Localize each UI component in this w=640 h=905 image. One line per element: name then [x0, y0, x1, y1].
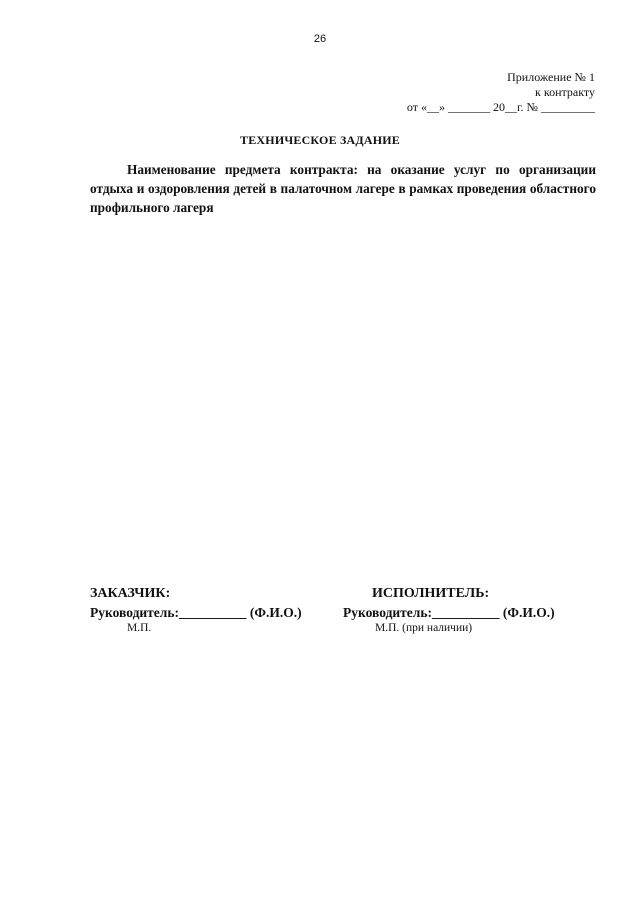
- contractor-title: ИСПОЛНИТЕЛЬ:: [372, 586, 490, 601]
- appendix-line-date: от «__» _______ 20__г. № _________: [406, 100, 595, 114]
- contract-subject: Наименование предмета контракта: на оказание услуг по организации отдыха и оздоровления детей в палаточном лагере в рамках проведения областного профильного лагеря: [90, 162, 596, 215]
- contractor-sign-line: Руководитель:__________ (Ф.И.О.): [343, 605, 555, 620]
- appendix-line-number: Приложение № 1: [507, 70, 595, 84]
- contractor-signature: [343, 586, 555, 635]
- customer-stamp: М.П.: [127, 622, 152, 634]
- signature-block: [90, 586, 600, 646]
- page-number: 26: [313, 33, 327, 45]
- appendix-line-contract: к контракту: [535, 85, 595, 99]
- customer-title: ЗАКАЗЧИК:: [90, 586, 171, 601]
- customer-signature: [90, 586, 302, 635]
- contractor-stamp: М.П. (при наличии): [375, 622, 473, 634]
- appendix-header: [407, 70, 595, 115]
- customer-sign-line: Руководитель:__________ (Ф.И.О.): [90, 605, 302, 620]
- document-title: ТЕХНИЧЕСКОЕ ЗАДАНИЕ: [240, 133, 400, 147]
